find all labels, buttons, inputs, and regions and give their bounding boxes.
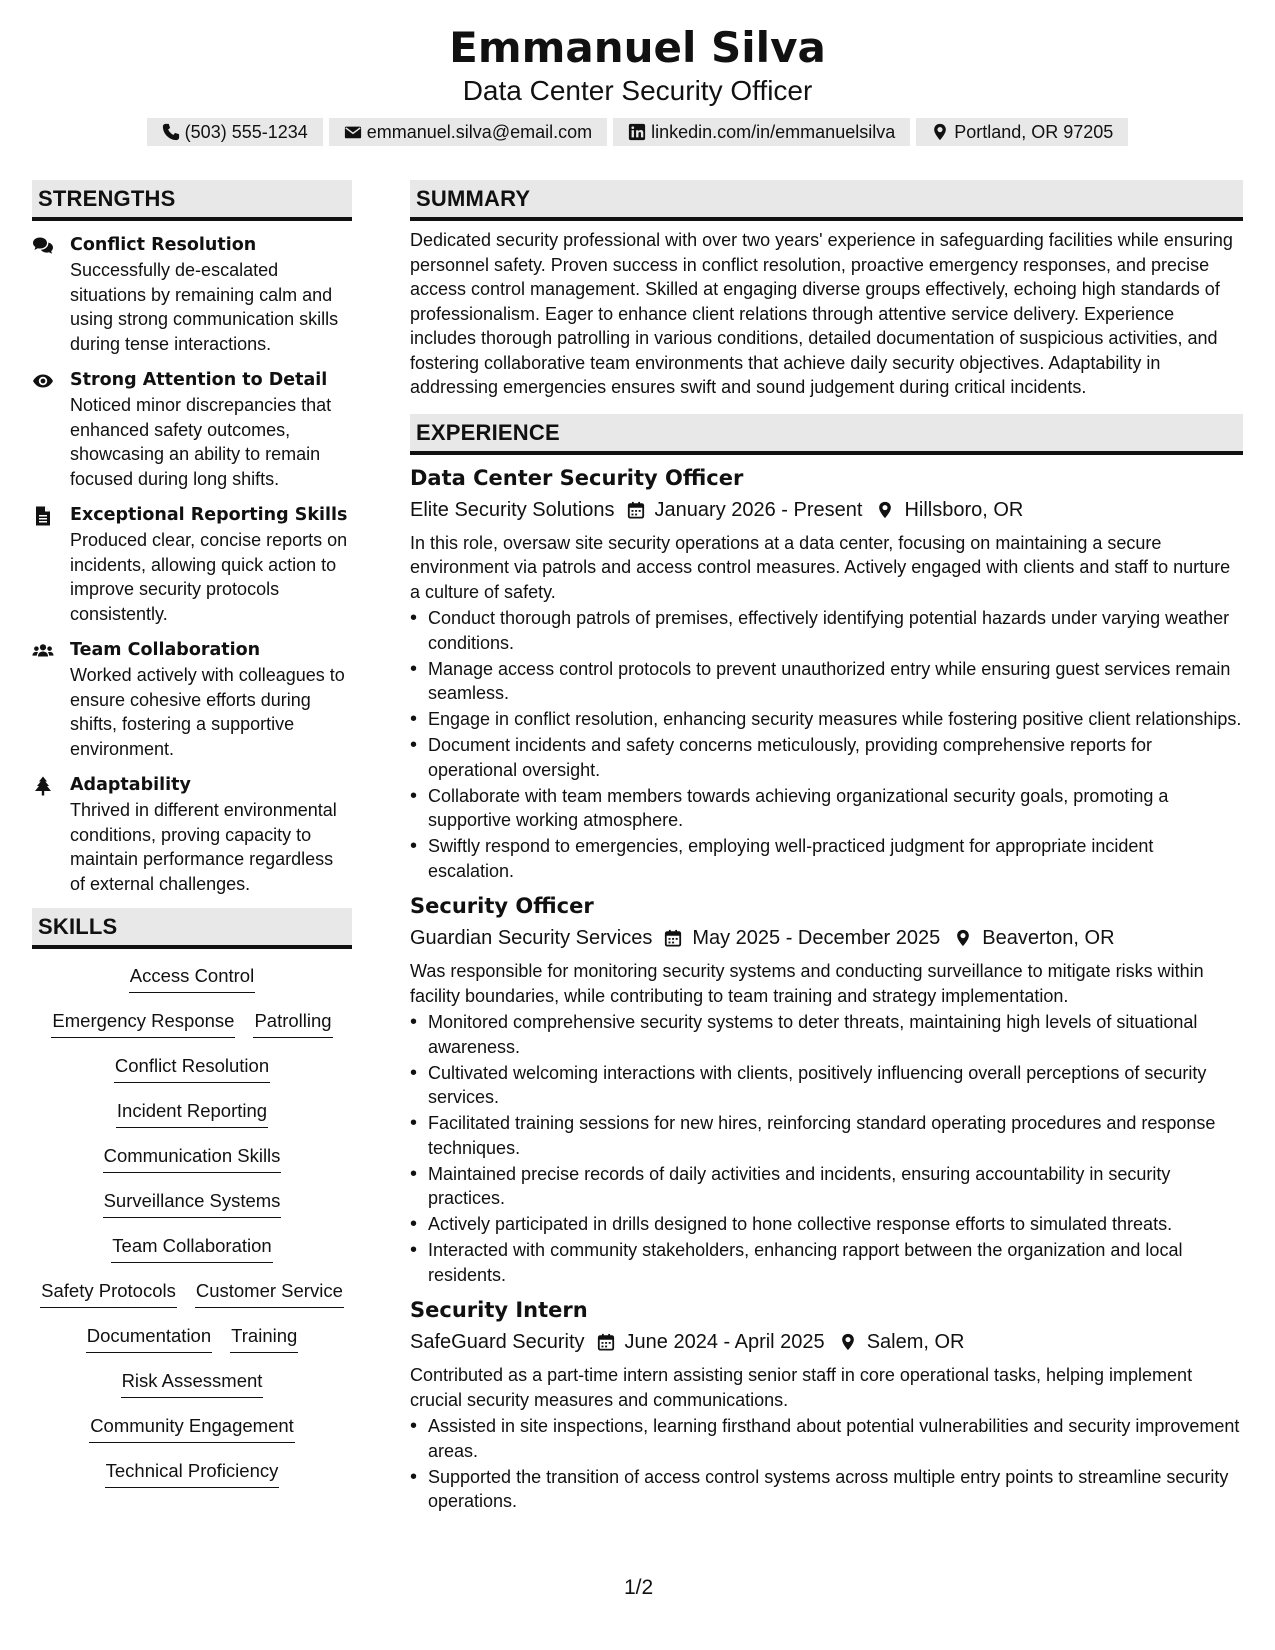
document-icon xyxy=(32,506,54,526)
job-bullet: • Engage in conflict resolution, enhancing security measures while fostering positive client relationships. xyxy=(410,707,1243,732)
calendar-icon xyxy=(627,500,645,520)
skill-tag: Patrolling xyxy=(253,1008,332,1038)
skills-list xyxy=(32,963,352,1503)
linkedin-icon xyxy=(628,123,646,141)
experience-heading: EXPERIENCE xyxy=(410,414,1243,455)
strength-title: Exceptional Reporting Skills xyxy=(70,505,348,525)
skills-heading: SKILLS xyxy=(32,908,352,949)
strength-title: Adaptability xyxy=(70,775,191,795)
skill-tag: Communication Skills xyxy=(103,1143,282,1173)
job-description: In this role, oversaw site security operations at a data center, focusing on maintaining a secure environment via patrols and access control measures. Actively engaged with clients and staff to nurture a culture of safety. xyxy=(410,532,1231,602)
summary-text: Dedicated security professional with over two years' experience in safeguarding facilities while ensuring personnel safety. Proven success in conflict resolution, proactive emergency responses, and precise access control management. Skilled at engaging diverse groups effectively, echoing high standards of professionalism. Eager to enhance client relations through attentive service delivery. Experience includes thorough patrolling in various conditions, detailed documentation of suspicious activities, and fostering collaborative team environments that achieve daily security objectives. Adaptability in addressing emergencies ensures swift and sound judgement during critical incidents. xyxy=(410,230,1233,397)
skill-tag: Community Engagement xyxy=(89,1413,295,1443)
job-meta xyxy=(410,923,1243,953)
job-dates: January 2026 - Present xyxy=(654,498,863,521)
job-bullet: • Manage access control protocols to prevent unauthorized entry while ensuring guest services remain seamless. xyxy=(410,657,1243,706)
strength-description: Worked actively with colleagues to ensure cohesive efforts during shifts, fostering a supportive environment. xyxy=(70,665,345,759)
contact-linkedin[interactable] xyxy=(613,118,910,146)
contact-bar xyxy=(0,118,1275,146)
job-bullet: • Cultivated welcoming interactions with clients, positively influencing overall perceptions of security services. xyxy=(410,1061,1243,1110)
strength-item xyxy=(32,773,352,896)
strength-item xyxy=(32,503,352,626)
job-bullet: • Supported the transition of access control systems across multiple entry points to streamline security operations. xyxy=(410,1465,1243,1514)
email-icon xyxy=(344,123,362,141)
contact-email-text: emmanuel.silva@email.com xyxy=(366,122,593,142)
job-location: Beaverton, OR xyxy=(982,927,1115,949)
strength-item xyxy=(32,638,352,761)
strength-title: Strong Attention to Detail xyxy=(70,370,328,390)
chat-bubbles-icon xyxy=(32,236,54,256)
contact-phone[interactable] xyxy=(147,118,323,146)
skill-tag: Technical Proficiency xyxy=(105,1458,280,1488)
job-bullet: • Actively participated in drills designed to hone collective response efforts to simulated threats. xyxy=(410,1212,1243,1237)
page-number: 1/2 xyxy=(624,1576,654,1599)
job-location: Hillsboro, OR xyxy=(904,498,1024,521)
job-bullets xyxy=(410,1010,1243,1287)
job-bullet: • Collaborate with team members towards achieving organizational security goals, promoting a supportive working atmosphere. xyxy=(410,784,1243,833)
job-dates: June 2024 - April 2025 xyxy=(624,1331,825,1353)
skill-tag: Surveillance Systems xyxy=(103,1188,282,1218)
left-column xyxy=(32,180,352,1503)
location-pin-icon xyxy=(931,123,949,141)
strength-description: Noticed minor discrepancies that enhanced safety outcomes, showcasing an ability to remain focused during long shifts. xyxy=(70,395,332,489)
strength-title: Team Collaboration xyxy=(70,640,261,660)
skill-tag: Training xyxy=(230,1323,298,1353)
strength-item xyxy=(32,368,352,491)
job-bullet: • Facilitated training sessions for new hires, reinforcing standard operating procedures and response techniques. xyxy=(410,1111,1243,1160)
strength-title: Conflict Resolution xyxy=(70,235,257,255)
location-pin-icon xyxy=(839,1332,857,1352)
strength-description: Thrived in different environmental conditions, proving capacity to maintain performance regardless of external challenges. xyxy=(70,800,337,894)
job-bullet: • Assisted in site inspections, learning firsthand about potential vulnerabilities and security improvement areas. xyxy=(410,1414,1243,1463)
summary-heading: SUMMARY xyxy=(410,180,1243,221)
job-entry xyxy=(410,891,1243,1287)
strength-item xyxy=(32,233,352,356)
skill-tag: Emergency Response xyxy=(51,1008,235,1038)
contact-linkedin-text: linkedin.com/in/emmanuelsilva xyxy=(651,122,896,142)
skill-tag: Conflict Resolution xyxy=(114,1053,270,1083)
job-description: Contributed as a part-time intern assisting senior staff in core operational tasks, helping implement crucial security measures and communications. xyxy=(410,1365,1193,1410)
eye-icon xyxy=(32,371,54,391)
skill-tag: Customer Service xyxy=(195,1278,344,1308)
calendar-icon xyxy=(597,1332,615,1352)
job-bullet: • Maintained precise records of daily activities and incidents, ensuring accountability in security practices. xyxy=(410,1162,1243,1211)
job-bullet: • Monitored comprehensive security systems to deter threats, maintaining high levels of situational awareness. xyxy=(410,1010,1243,1059)
job-bullets xyxy=(410,1414,1243,1514)
job-bullets xyxy=(410,606,1243,883)
job-entry xyxy=(410,1295,1243,1514)
job-title: Security Officer xyxy=(410,894,594,918)
users-icon xyxy=(32,641,54,661)
strengths-heading: STRENGTHS xyxy=(32,180,352,221)
skill-tag: Team Collaboration xyxy=(111,1233,272,1263)
job-meta xyxy=(410,1327,1243,1357)
job-company: Guardian Security Services xyxy=(410,927,653,949)
skill-tag: Risk Assessment xyxy=(121,1368,264,1398)
job-title: Security Intern xyxy=(410,1298,588,1322)
strength-description: Produced clear, concise reports on incidents, allowing quick action to improve security protocols consistently. xyxy=(70,530,348,624)
candidate-title: Data Center Security Officer xyxy=(462,75,813,106)
job-bullet: • Conduct thorough patrols of premises, effectively identifying potential hazards under varying weather conditions. xyxy=(410,606,1243,655)
candidate-name: Emmanuel Silva xyxy=(449,23,826,72)
right-column xyxy=(410,180,1243,1515)
contact-email[interactable] xyxy=(329,118,607,146)
skill-tag: Safety Protocols xyxy=(40,1278,177,1308)
contact-phone-text: (503) 555-1234 xyxy=(184,122,308,142)
job-location: Salem, OR xyxy=(866,1331,965,1353)
resume-header xyxy=(0,22,1275,146)
job-meta xyxy=(410,495,1243,525)
job-bullet: • Document incidents and safety concerns meticulously, providing comprehensive reports for operational oversight. xyxy=(410,733,1243,782)
job-company: Elite Security Solutions xyxy=(410,498,615,521)
tree-icon xyxy=(32,776,54,796)
skill-tag: Access Control xyxy=(129,963,255,993)
job-entry xyxy=(410,463,1243,884)
job-company: SafeGuard Security xyxy=(410,1331,585,1353)
job-dates: May 2025 - December 2025 xyxy=(692,927,941,949)
contact-location xyxy=(916,118,1128,146)
job-bullet: • Swiftly respond to emergencies, employing well-practiced judgment for appropriate incident escalation. xyxy=(410,834,1243,883)
job-description: Was responsible for monitoring security systems and conducting surveillance to mitigate risks within facility boundaries, while contributing to team training and strategy implementation. xyxy=(410,961,1204,1006)
strengths-list xyxy=(32,233,352,896)
skill-tag: Documentation xyxy=(86,1323,212,1353)
calendar-icon xyxy=(664,928,682,948)
strength-description: Successfully de-escalated situations by remaining calm and using strong communication skills during tense interactions. xyxy=(70,260,339,354)
skill-tag: Incident Reporting xyxy=(116,1098,268,1128)
location-pin-icon xyxy=(954,928,972,948)
location-pin-icon xyxy=(876,500,894,520)
job-title: Data Center Security Officer xyxy=(410,465,744,490)
contact-location-text: Portland, OR 97205 xyxy=(954,122,1114,142)
job-bullet: • Interacted with community stakeholders, enhancing rapport between the organization and local residents. xyxy=(410,1238,1243,1287)
phone-icon xyxy=(162,123,180,141)
